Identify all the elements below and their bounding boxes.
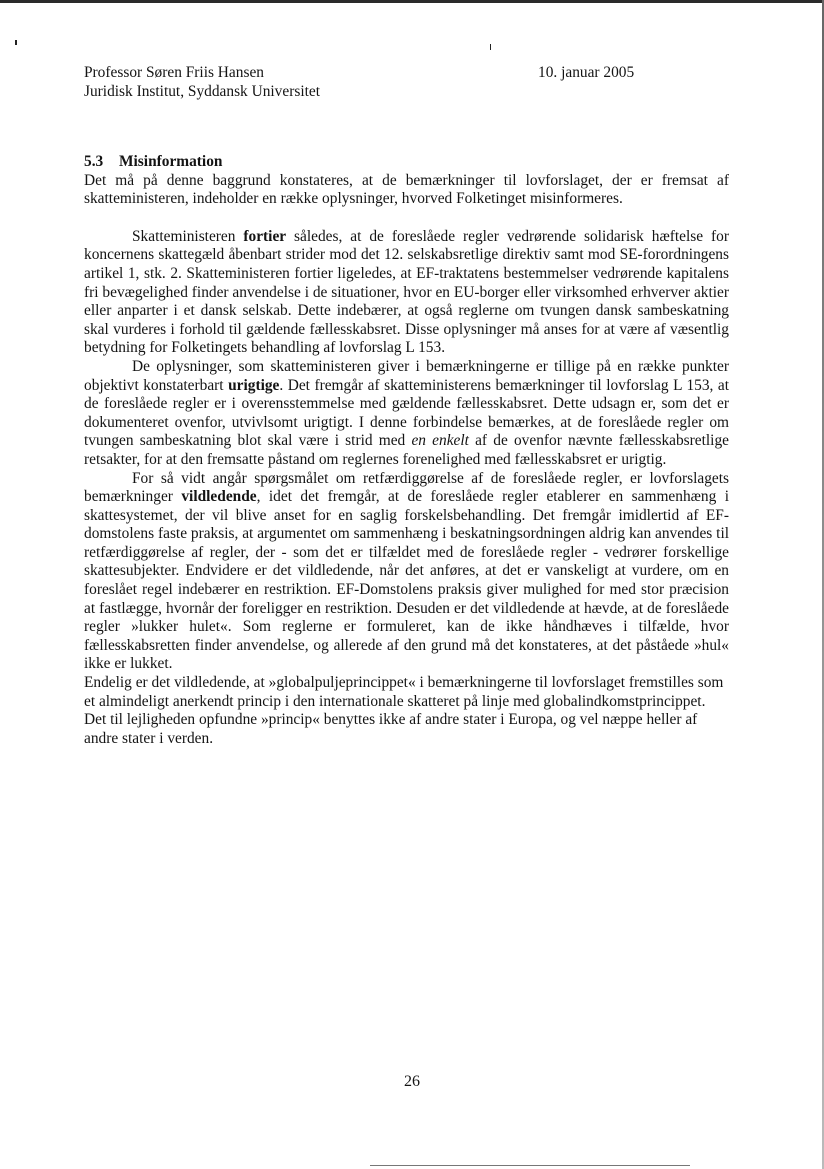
text-run: af de ovenfor nævnte fællesskabsretlige retsakter, for at den fremsatte påstand om reglernes forenelighed med fællesskabsret er urigtig. — [84, 432, 729, 468]
document-body — [84, 153, 729, 748]
text-run: De oplysninger, som skatteministeren giver i bemærkningerne er tillige på en række punkter objektivt konstaterbart — [84, 357, 729, 394]
emphasis-bold: vildledende — [181, 488, 257, 506]
text-run: For så vidt angår spørgsmålet om retfærdiggørelse af de foreslåede regler, er lovforslagets bemærkninger — [84, 469, 729, 506]
emphasis-bold: urigtige — [228, 376, 280, 394]
author-name: Professor Søren Friis Hansen — [84, 64, 264, 81]
section-title: Misinformation — [119, 153, 223, 170]
text-run: Skatteministeren — [132, 227, 244, 245]
text-run: , idet det fremgår, at de foreslåede regler etablerer en sammenhæng i skattesystemet, der vil blive anset for en saglig forskelsbehandling. Det fremgår imidlertid af EF-domstolens faste praksis, at argumentet om sammenhæng i beskatningsordningen aldrig kan anvendes til retfærdiggørelse af regler, der - som det er tilfældet med de foreslåede regler - vedrører forskellige skattesubjekter. Endvidere er det vildledende, når det anføres, at det er vanskeligt at vurdere, om en foreslået regel indebærer en restriktion. EF-Domstolens praksis giver mulighed for med stor præcision at fastlægge, hvornår der foreligger en restriktion. Desuden er det vildledende at hævde, at de foreslåede regler »lukker hulet«. Som reglerne er formuleret, kan de ikke håndhæves i tilfælde, hvor fællesskabsretten finder anvendelse, og allerede af den grund må det konstateres, at det påståede »hul« ikke er lukket. — [84, 488, 729, 673]
scan-speck — [15, 40, 17, 45]
scan-speck — [490, 44, 491, 50]
paragraph-vildledende — [84, 470, 729, 675]
paragraph-intro: Det må på denne baggrund konstateres, at de bemærkninger til lovforslaget, der er fremsat af skatteministeren, indeholder en række oplysninger, hvorved Folketinget misinformeres. — [84, 171, 729, 208]
emphasis-italic: en enkelt — [411, 432, 469, 450]
emphasis-bold: fortier — [243, 227, 287, 245]
paragraph-fortier — [84, 228, 729, 358]
text-run: således, at de foreslåede regler vedrørende solidarisk hæftelse for koncernens skattegæld åbenbart strider mod det 12. selskabsretlige direktiv samt mod SE-forordningens artikel 1, stk. 2. Skatteministeren fortier ligeledes, at EF-traktatens bestemmelser vedrørende kapitalens fri bevægelighed finder anvendelse i de situationer, hvor en EU-borger eller virksomhed erhverver aktier eller anparter i et dansk selskab. Dette indebærer, at også reglerne om tvungen dansk sambeskatning skal vurderes i forhold til gældende fællesskabsret. Disse oplysninger må anses for at være af væsentlig betydning for Folketingets behandling af lovforslag L 153. — [84, 227, 729, 357]
scan-edge-bottom — [370, 1165, 690, 1166]
header-date: 10. januar 2005 — [538, 64, 635, 81]
section-heading — [84, 153, 729, 172]
scan-edge-top — [0, 0, 824, 3]
page-number: 26 — [404, 1073, 420, 1090]
author-affiliation: Juridisk Institut, Syddansk Universitet — [84, 82, 320, 100]
header-author-block — [84, 64, 320, 101]
paragraph-urigtige — [84, 358, 729, 470]
section-number: 5.3 — [84, 153, 104, 170]
text-run: . Det fremgår af skatteministerens bemærkninger til lovforslag L 153, at de foreslåede regler er i overensstemmelse med gældende fællesskabsret. Dette udsagn er, som det er dokumenteret ovenfor, utvivlsomt urigtigt. I denne forbindelse bemærkes, at de foreslåede regler om tvungen sambeskatning blot skal være i strid med — [84, 376, 729, 450]
paragraph-globalpulje: Endelig er det vildledende, at »globalpuljeprincippet« i bemærkningerne til lovforslaget fremstilles som et almindeligt anerkendt princip i den internationale skatteret på linje med globalindkomstprincippet. Det til lejligheden opfundne »princip« benyttes ikke af andre stater i Europa, og vel næppe heller af andre stater i verden. — [84, 674, 724, 747]
